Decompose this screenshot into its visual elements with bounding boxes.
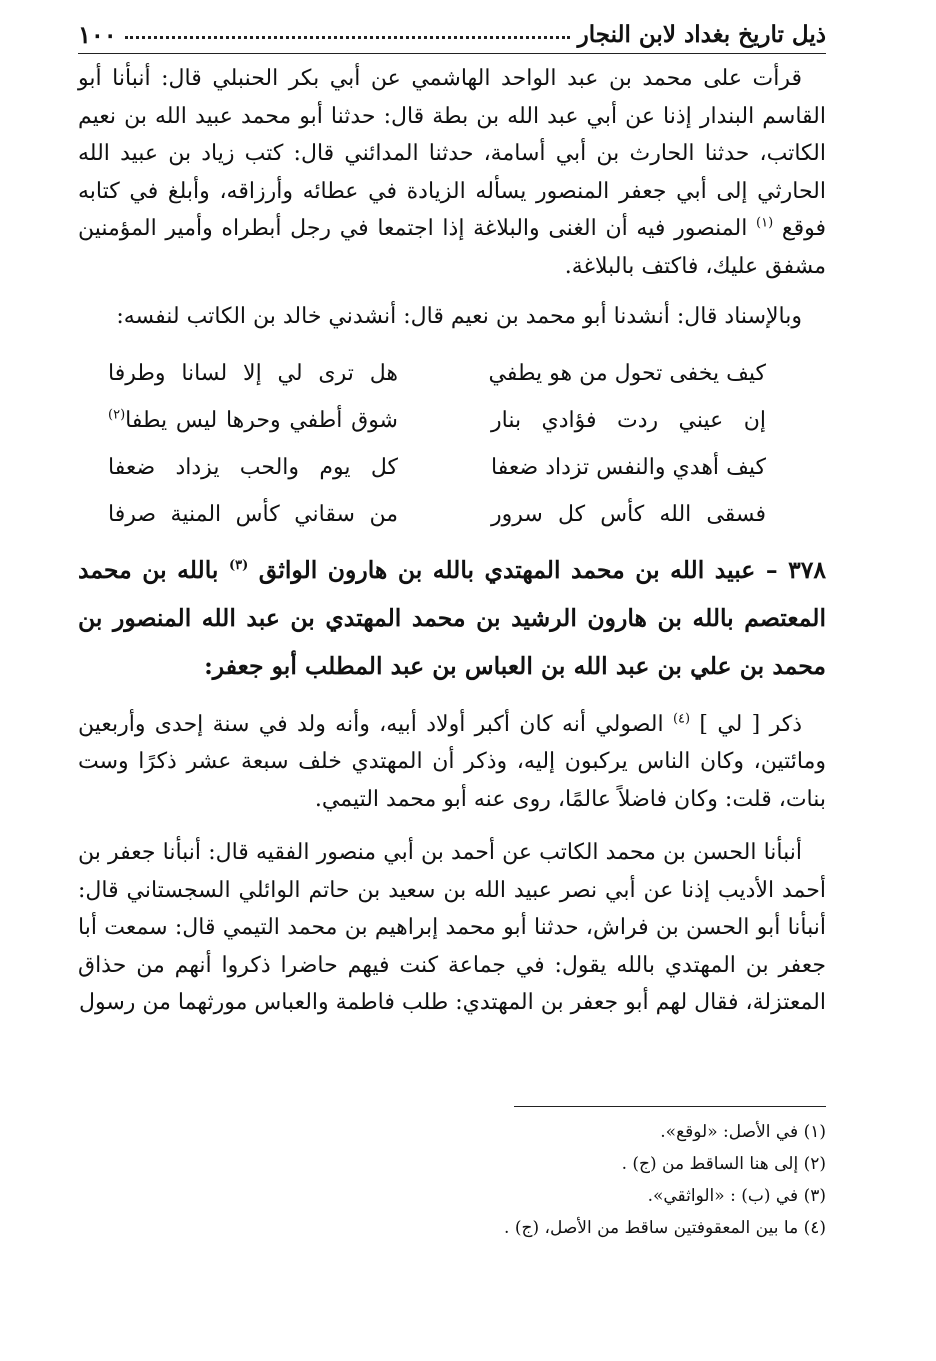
biography-number-name: ٣٧٨ – عبيد الله بن محمد المهتدي بالله بن هارون الواثق xyxy=(258,555,826,584)
verse-first-hemistich: كيف يخفى تحول من هو يطفي xyxy=(488,360,766,386)
verse-line xyxy=(108,444,766,491)
hemistich-text: من سقاني كأس المنية صرفا xyxy=(108,501,398,527)
hemistich-text: كل يوم والحب يزداد ضعفا xyxy=(108,454,398,480)
verse-second-hemistich xyxy=(108,397,398,444)
paragraph-poem-intro: وبالإسناد قال: أنشدنا أبو محمد بن نعيم قال: أنشدني خالد بن الكاتب لنفسه: xyxy=(116,304,802,329)
running-title: ذيل تاريخ بغداد لابن النجار xyxy=(577,20,826,48)
biography-lineage: بالله بن محمد المعتصم بالله بن هارون الرشيد بن محمد المهتدي بن عبد الله المنصور بن محمد بن علي بن عبد الله بن العباس بن عبد المطلب أبو جعفر: xyxy=(78,555,826,680)
leader-dots xyxy=(125,36,570,39)
verse-line xyxy=(108,350,766,397)
paragraph-text: ذكر [ لي ] xyxy=(699,711,802,737)
biography-heading xyxy=(78,546,826,690)
verse-second-hemistich xyxy=(108,444,398,491)
poem xyxy=(78,350,826,538)
verse-second-hemistich xyxy=(108,350,398,397)
paragraph-text: الصولي أنه كان أكبر أولاد أبيه، وأنه ولد في سنة إحدى وأربعين ومائتين، وكان الناس يركبون إليه، وذكر أن المهتدي خلف سبعة عشر ذكرًا وست بنات، قلت: وكان فاضلاً عالمًا، روى عنه أبو محمد التيمي. xyxy=(78,711,826,812)
verse-line xyxy=(108,397,766,444)
paragraph-biography xyxy=(78,706,826,819)
footnote-rule xyxy=(514,1106,826,1107)
hemistich-text: هل ترى لي إلا لسانا وطرفا xyxy=(108,360,398,386)
footnotes xyxy=(326,1116,826,1244)
footnote-1: (١) في الأصل: «لوقع». xyxy=(660,1122,826,1142)
footnote-ref-3[interactable]: (٣) xyxy=(228,557,249,573)
paragraph-isnad-1 xyxy=(78,60,826,285)
paragraph-text: قرأت على محمد بن عبد الواحد الهاشمي عن أبي بكر الحنبلي قال: أنبأنا أبو القاسم البندار إذنا عن أبي عبد الله بن بطة قال: حدثنا أبو محمد عبيد الله بن نعيم الكاتب، حدثنا الحارث بن أبي أسامة، حدثنا المدائني قال: كتب زياد بن عبيد الله الحارثي إلى أبي جعفر المنصور يسأله الزيادة في عطائه وأرزاقه، وأبلغ في كتابه فوقع xyxy=(78,66,827,241)
verse-second-hemistich xyxy=(108,491,398,538)
verse-first-hemistich: كيف أهدي والنفس تزداد ضعفا xyxy=(491,454,766,480)
footnote-ref-1[interactable]: (١) xyxy=(756,215,774,231)
verse-line xyxy=(108,491,766,538)
footnote-4: (٤) ما بين المعقوفتين ساقط من الأصل، (ج) . xyxy=(504,1218,826,1238)
footnote-2: (٢) إلى هنا الساقط من (ج) . xyxy=(621,1154,826,1174)
footnote-3: (٣) في (ب) : «الواثقي». xyxy=(647,1186,826,1206)
paragraph-isnad-2: أنبأنا الحسن بن محمد الكاتب عن أحمد بن أبي منصور الفقيه قال: أنبأنا جعفر بن أحمد الأديب إذنا عن أبي نصر عبيد الله بن سعيد بن حاتم الوائلي السجستاني قال: أنبأنا أبو الحسن بن فراش، حدثنا أبو محمد إبراهيم بن محمد التيمي قال: سمعت أبا جعفر بن المهتدي بالله يقول: في جماعة كنت فيهم حاضرا ذكروا أنهم من حذاق المعتزلة، فقال لهم أبو جعفر بن المهتدي: طلب فاطمة والعباس مورثهما من رسول xyxy=(78,840,826,1015)
verse-first-hemistich: إن عيني ردت فؤادي بنار xyxy=(491,407,766,433)
footnote-ref-2[interactable]: (٢) xyxy=(108,407,126,423)
header-rule xyxy=(78,53,826,54)
running-header xyxy=(78,16,826,52)
verse-first-hemistich: فسقى الله كأس كل سرور xyxy=(491,501,766,527)
paragraph-text: المنصور فيه أن الغنى والبلاغة إذا اجتمعا في رجل أبطراه وأمير المؤمنين مشفق عليك، فاكتف بالبلاغة. xyxy=(78,216,826,279)
footnote-ref-4[interactable]: (٤) xyxy=(672,711,691,727)
page-number: ١٠٠ xyxy=(78,19,117,49)
hemistich-text: شوق أطفي وحرها ليس يطفا xyxy=(125,407,398,433)
main-text xyxy=(78,60,826,1022)
